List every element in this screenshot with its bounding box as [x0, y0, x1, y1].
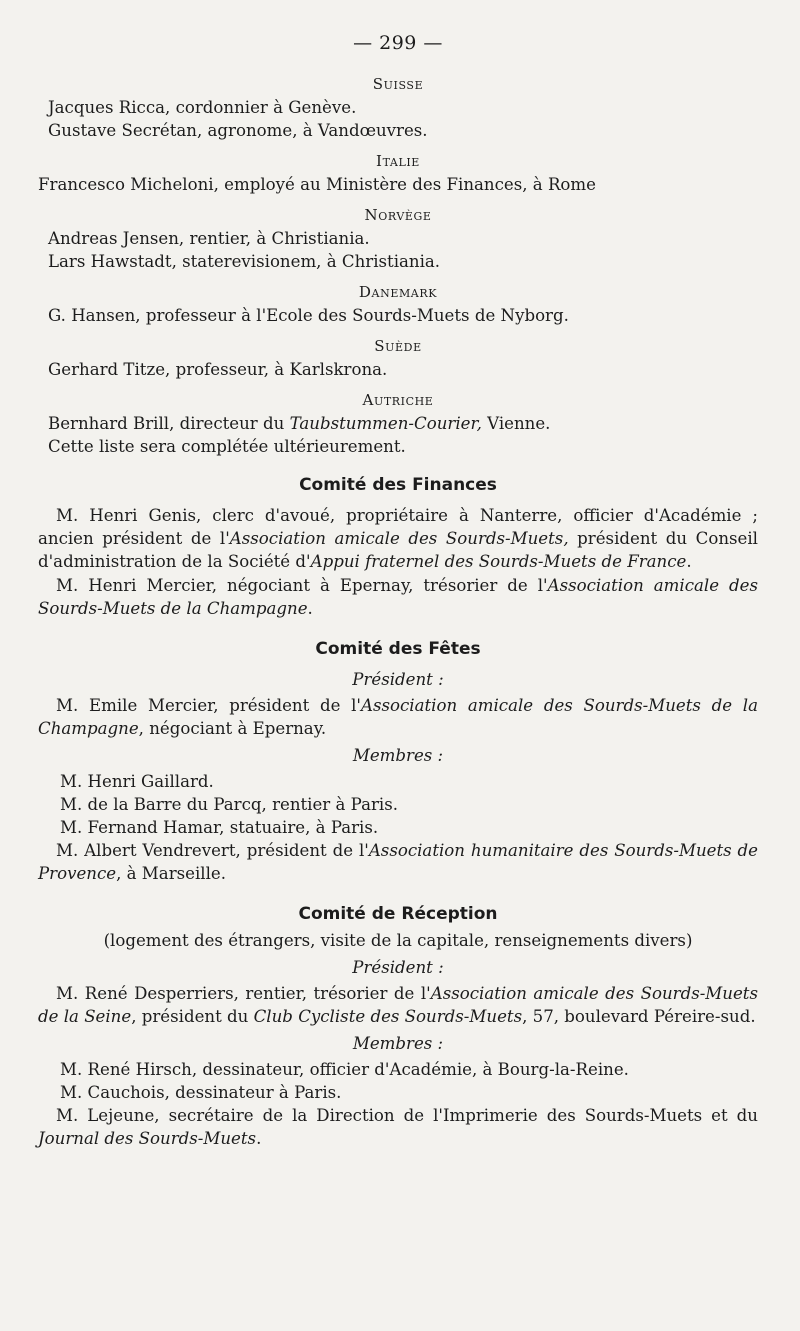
section-title-finances: Comité des Finances: [299, 475, 497, 495]
list-item: Francesco Micheloni, employé au Ministère des Finances, à Rome: [38, 175, 596, 194]
entry-text: M. Albert Vendrevert, président de l': [56, 841, 369, 860]
entry-text: .: [307, 599, 313, 618]
entry-text: président du Conseil d'administration de la Société d': [38, 529, 758, 571]
list-item: Gerhard Titze, professeur, à Karlskrona.: [48, 360, 388, 379]
journal-title: Journal des Sourds-Muets: [38, 1129, 257, 1148]
entry-text: M. Lejeune, secrétaire de la Direction de l'Imprimerie des Sourds-Muets et du: [56, 1106, 758, 1125]
list-item: Gustave Secrétan, agronome, à Vandœuvres.: [48, 121, 428, 140]
country-heading-autriche: Autriche: [362, 391, 434, 409]
list-item: [38, 839, 758, 885]
list-item: M. Fernand Hamar, statuaire, à Paris.: [60, 818, 379, 837]
president-paragraph: [38, 982, 758, 1028]
entry-text: Vienne.: [481, 414, 551, 433]
organization-name: Association amicale des Sourds-Muets de la Champagne: [38, 576, 758, 618]
entry-text: .: [686, 552, 692, 571]
entry-text: Bernhard Brill, directeur du: [48, 414, 290, 433]
members-label: Membres :: [352, 1034, 444, 1053]
president-label: Président :: [352, 958, 444, 977]
organization-name: Appui fraternel des Sourds-Muets de France: [310, 552, 687, 571]
entry-text: M. Henri Genis, clerc d'avoué, propriétaire à Nanterre, officier d'Académie ; ancien président de l': [38, 506, 758, 548]
organization-name: Association amicale des Sourds-Muets de la Champagne: [38, 696, 758, 738]
list-item: [38, 1104, 758, 1150]
list-item: G. Hansen, professeur à l'Ecole des Sourds-Muets de Nyborg.: [48, 306, 569, 325]
section-title-reception: Comité de Réception: [298, 904, 498, 924]
entry-text: M. Henri Mercier, négociant à Epernay, trésorier de l': [56, 576, 548, 595]
entry-text: , président du: [131, 1007, 254, 1026]
members-label: Membres :: [352, 746, 444, 765]
president-label: Président :: [352, 670, 444, 689]
country-heading-norvege: Norvège: [364, 206, 432, 224]
list-item: Andreas Jensen, rentier, à Christiania.: [48, 229, 370, 248]
member-paragraph: [38, 574, 758, 620]
entry-text: , 57, boulevard Péreire-sud.: [522, 1007, 756, 1026]
organization-name: Association amicale des Sourds-Muets,: [229, 529, 569, 548]
entry-text: .: [256, 1129, 262, 1148]
entry-text: M. Emile Mercier, président de l': [56, 696, 361, 715]
country-heading-danemark: Danemark: [358, 283, 438, 301]
journal-title: Taubstummen-Courier,: [289, 414, 482, 433]
organization-name: Club Cycliste des Sourds-Muets: [253, 1007, 523, 1026]
list-item: [48, 412, 758, 435]
member-paragraph: [38, 504, 758, 573]
list-item: M. Cauchois, dessinateur à Paris.: [60, 1083, 342, 1102]
list-item: Jacques Ricca, cordonnier à Genève.: [48, 98, 357, 117]
section-title-fetes: Comité des Fêtes: [315, 639, 481, 659]
entry-text: , à Marseille.: [116, 864, 226, 883]
entry-text: , négociant à Epernay.: [138, 719, 327, 738]
list-item: Lars Hawstadt, staterevisionem, à Christiania.: [48, 252, 441, 271]
list-item: M. Henri Gaillard.: [60, 772, 214, 791]
entry-text: M. René Desperriers, rentier, trésorier de l': [56, 984, 431, 1003]
list-note: Cette liste sera complétée ultérieurement.: [48, 437, 406, 456]
country-heading-suisse: Suisse: [372, 75, 424, 93]
page-number: — 299 —: [353, 32, 443, 54]
president-paragraph: [38, 694, 758, 740]
section-subtitle: (logement des étrangers, visite de la capitale, renseignements divers): [103, 931, 693, 950]
organization-name: Association amicale des Sourds-Muets de la Seine: [38, 984, 758, 1026]
country-heading-suede: Suède: [374, 337, 422, 355]
list-item: M. René Hirsch, dessinateur, officier d'Académie, à Bourg-la-Reine.: [60, 1060, 629, 1079]
country-heading-italie: Italie: [376, 152, 420, 170]
list-item: M. de la Barre du Parcq, rentier à Paris.: [60, 795, 399, 814]
organization-name: Association humanitaire des Sourds-Muets de Provence: [38, 841, 758, 883]
